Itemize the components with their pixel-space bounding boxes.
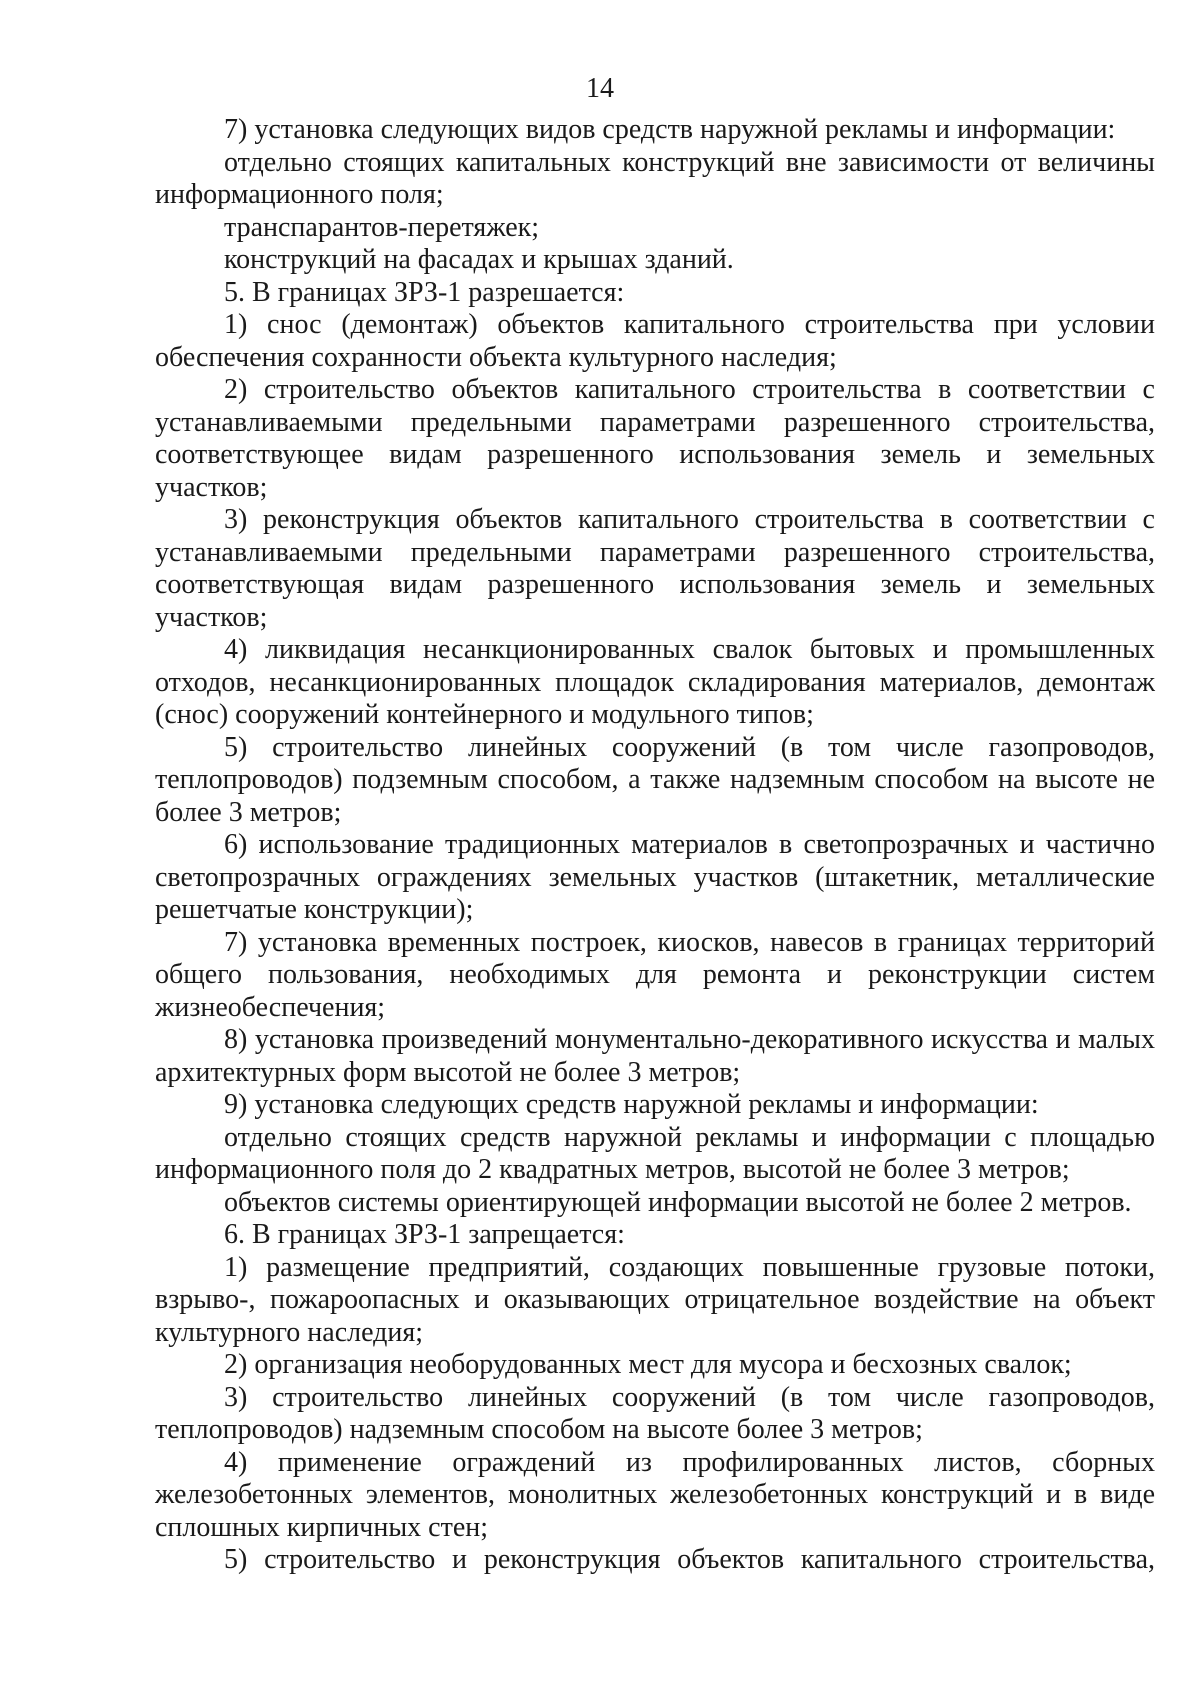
- section-6-heading: 6. В границах ЗРЗ-1 запрещается:: [224, 1219, 625, 1250]
- paragraph-6-5: 5) строительство и реконструкция объектов капитального строительства,: [224, 1544, 1155, 1575]
- page-number: 14: [586, 73, 614, 104]
- paragraph-7-advertising: 7) установка следующих видов средств наружной рекламы и информации:: [224, 114, 1116, 145]
- paragraph-5-9-orientation: объектов системы ориентирующей информации высотой не более 2 метров.: [224, 1186, 1132, 1218]
- paragraph-5-3: 3) реконструкция объектов капитального строительства в соответствии с устанавливаемыми предельными параметрами разрешенного строительства, соответствующая видам разрешенного использования земель и земельных участков;: [155, 504, 1155, 633]
- paragraph-standalone-structures: отдельно стоящих капитальных конструкций вне зависимости от величины информационного поля;: [155, 146, 1155, 210]
- paragraph-facade-structures: конструкций на фасадах и крышах зданий.: [224, 244, 734, 275]
- paragraph-5-7: 7) установка временных построек, киосков, навесов в границах территорий общего пользования, необходимых для ремонта и реконструкции систем жизнеобеспечения;: [155, 926, 1155, 1023]
- section-5-heading: 5. В границах ЗРЗ-1 разрешается:: [224, 276, 625, 308]
- paragraph-6-4: 4) применение ограждений из профилированных листов, сборных железобетонных элементов, монолитных железобетонных конструкций и в виде сплошных кирпичных стен;: [155, 1446, 1155, 1543]
- paragraph-5-5: 5) строительство линейных сооружений (в том числе газопроводов, теплопроводов) подземным способом, а также надземным способом на высоте не более 3 метров;: [155, 731, 1155, 828]
- paragraph-6-1: 1) размещение предприятий, создающих повышенные грузовые потоки, взрыво-, пожароопасных и оказывающих отрицательное воздействие на объект культурного наследия;: [155, 1251, 1155, 1348]
- paragraph-6-2: 2) организация необорудованных мест для мусора и бесхозных свалок;: [224, 1349, 1072, 1380]
- paragraph-6-3: 3) строительство линейных сооружений (в том числе газопроводов, теплопроводов) надземным способом на высоте более 3 метров;: [155, 1381, 1155, 1445]
- paragraph-5-9-standalone: отдельно стоящих средств наружной рекламы и информации с площадью информационного поля до 2 квадратных метров, высотой не более 3 метров;: [155, 1121, 1155, 1185]
- paragraph-5-8: 8) установка произведений монументально-декоративного искусства и малых архитектурных форм высотой не более 3 метров;: [155, 1024, 1155, 1088]
- paragraph-5-2: 2) строительство объектов капитального строительства в соответствии с устанавливаемыми предельными параметрами разрешенного строительства, соответствующее видам разрешенного использования земель и земельных участков;: [155, 374, 1155, 503]
- paragraph-5-6: 6) использование традиционных материалов в светопрозрачных и частично светопрозрачных ограждениях земельных участков (штакетник, металлические решетчатые конструкции);: [155, 829, 1155, 925]
- paragraph-banners: транспарантов-перетяжек;: [224, 211, 540, 243]
- paragraph-5-9: 9) установка следующих средств наружной рекламы и информации:: [224, 1089, 1039, 1120]
- document-body: [155, 114, 1155, 1577]
- paragraph-5-4: 4) ликвидация несанкционированных свалок бытовых и промышленных отходов, несанкционированных площадок складирования материалов, демонтаж (снос) сооружений контейнерного и модульного типов;: [155, 634, 1155, 730]
- paragraph-5-1: 1) снос (демонтаж) объектов капитального строительства при условии обеспечения сохранности объекта культурного наследия;: [155, 309, 1155, 373]
